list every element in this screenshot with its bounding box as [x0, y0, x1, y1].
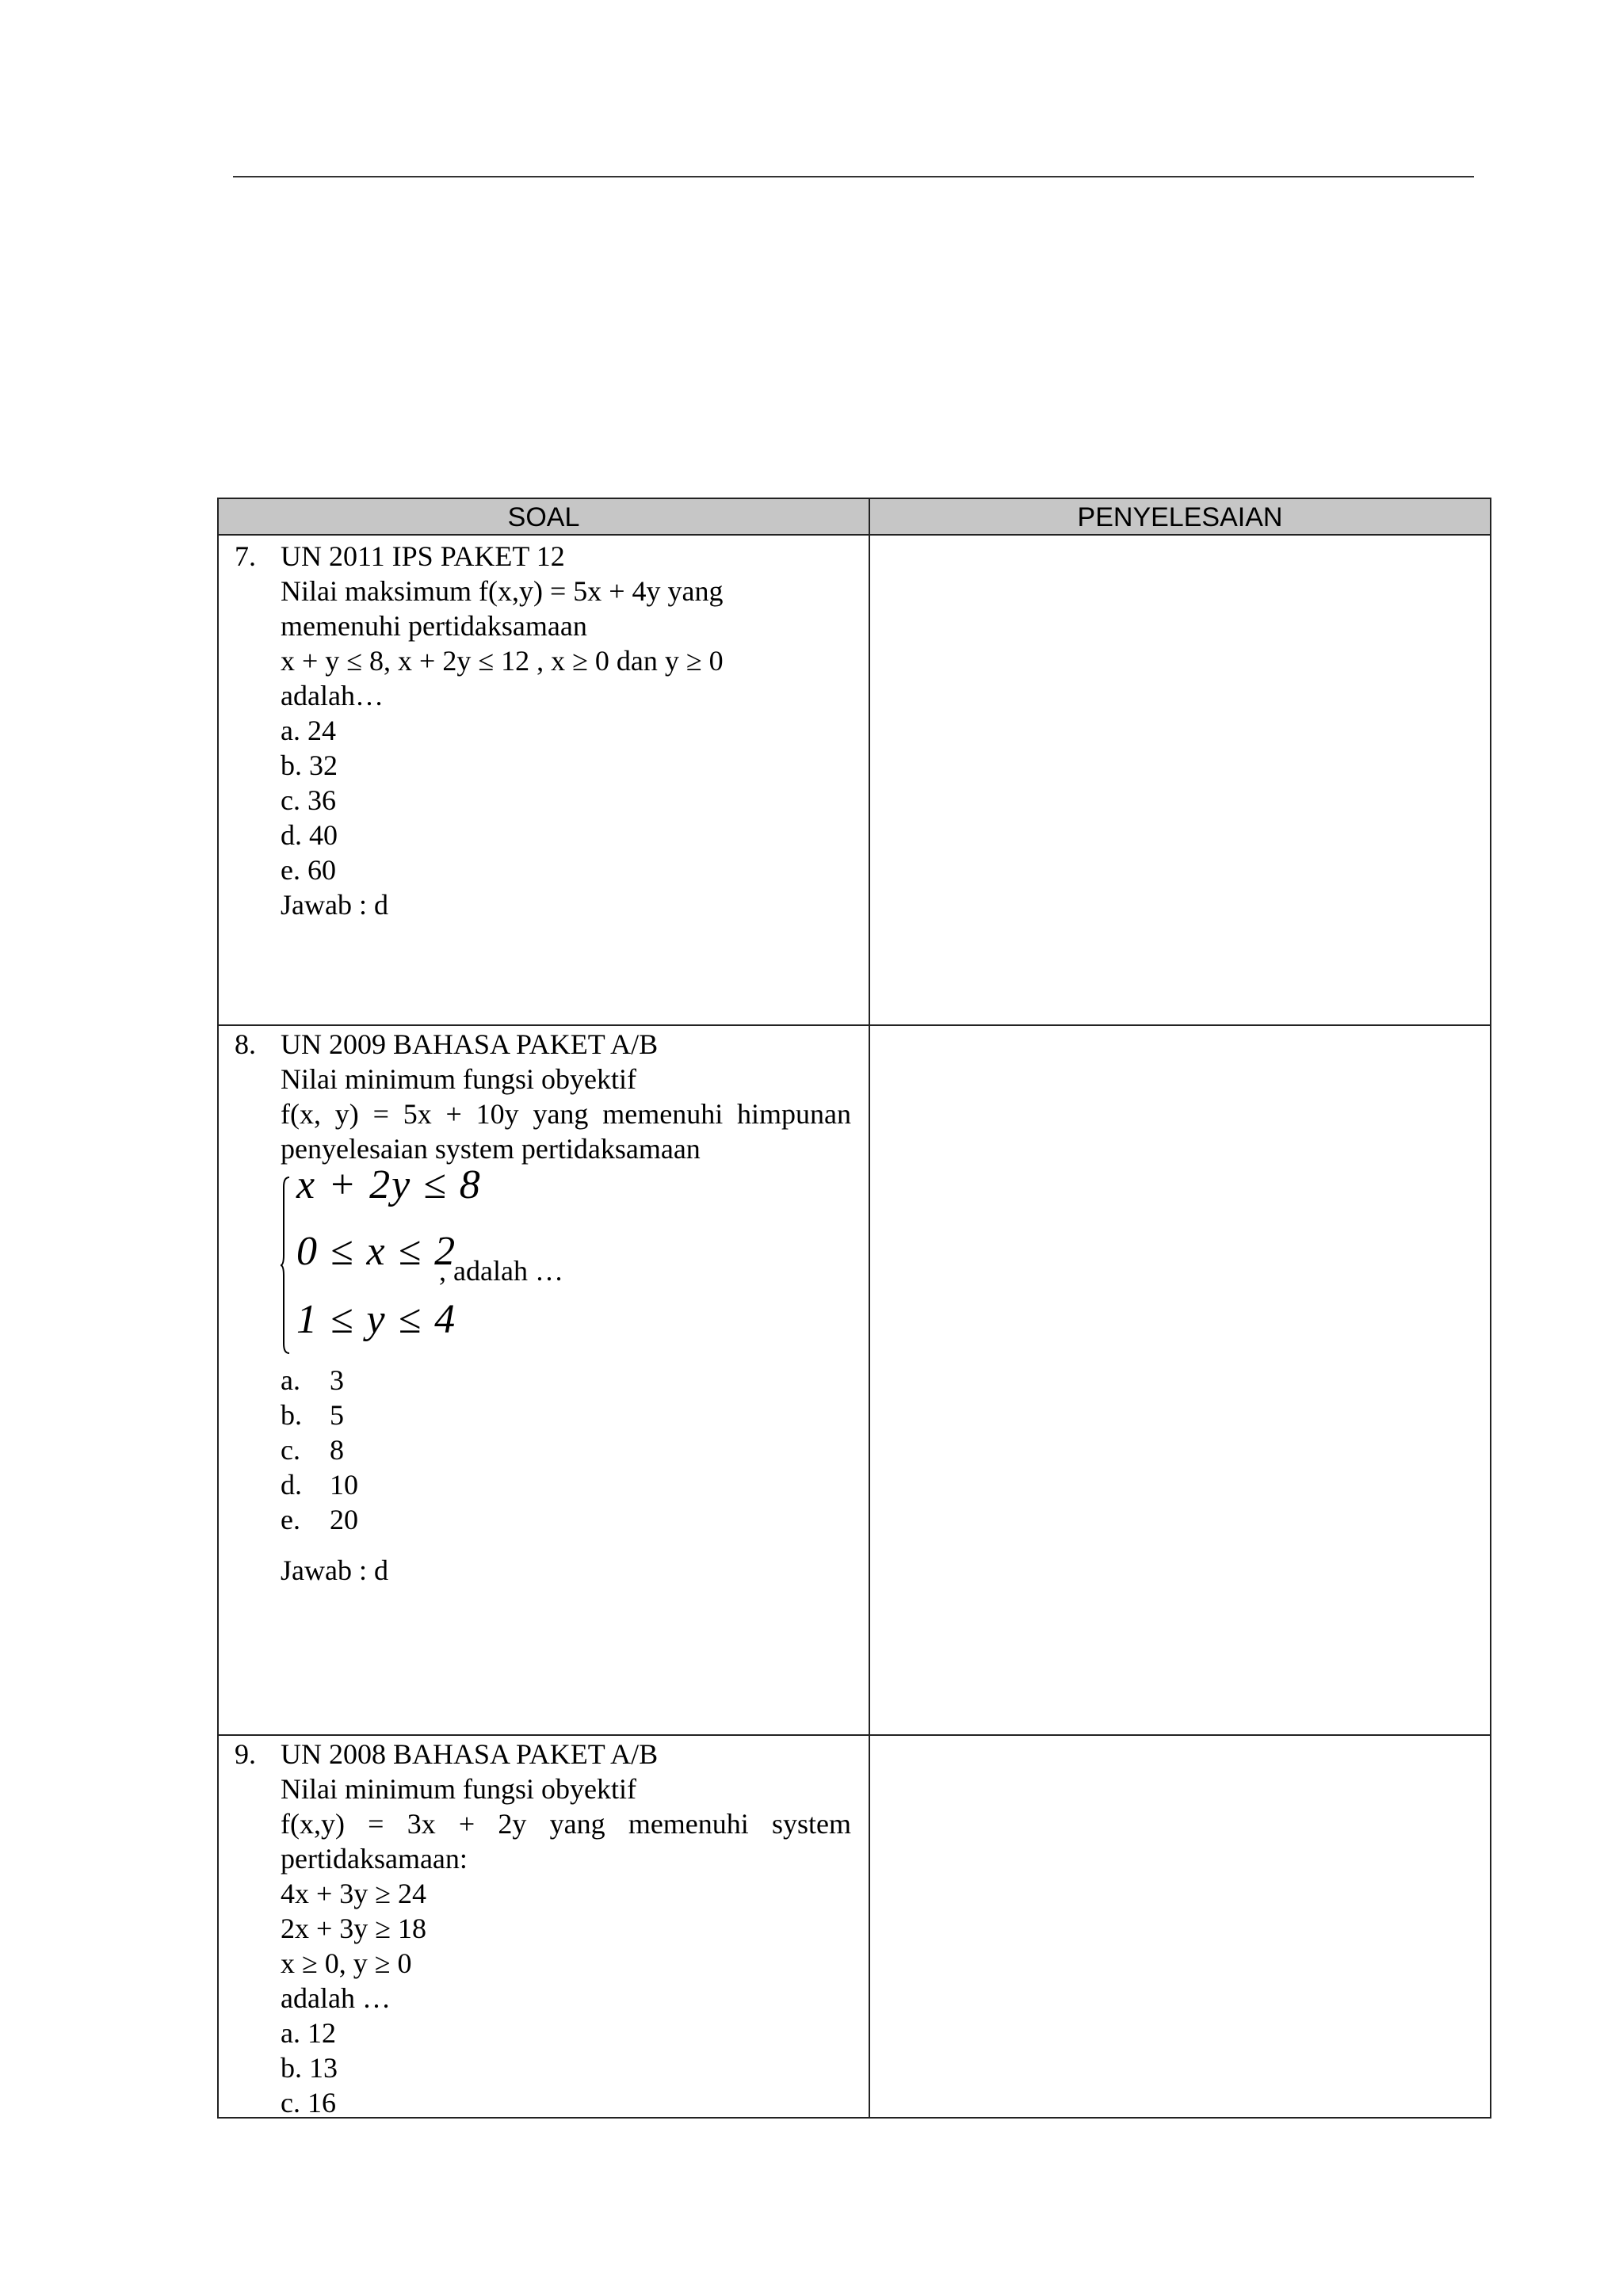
constraint-1: 4x + 3y ≥ 24 — [281, 1878, 427, 1909]
question-text: f(x, y) = 5x + 10y yang memenuhi himpunan — [281, 1098, 851, 1130]
question-title: UN 2008 BAHASA PAKET A/B — [281, 1738, 659, 1770]
header-rule — [233, 176, 1474, 177]
inequality-1: x + 2y ≤ 8 — [296, 1162, 482, 1207]
options-list — [281, 2016, 851, 2120]
question-text: Nilai minimum fungsi obyektif — [281, 1773, 636, 1805]
question-table — [217, 498, 1491, 2119]
column-divider — [869, 499, 870, 2117]
option-b: b. 32 — [281, 749, 338, 781]
question-text: f(x,y) = 3x + 2y yang memenuhi system — [281, 1808, 851, 1840]
question-body — [281, 539, 851, 922]
option-a: a. 24 — [281, 715, 336, 746]
option-e: e. 60 — [281, 854, 336, 886]
system-tail: , adalah … — [439, 1255, 563, 1287]
option-c — [281, 1432, 851, 1467]
question-title: UN 2011 IPS PAKET 12 — [281, 540, 565, 572]
question-body — [281, 1027, 851, 1588]
question-text: penyelesaian system pertidaksamaan — [281, 1133, 701, 1165]
option-letter: c. — [281, 1434, 300, 1466]
option-b: b. 13 — [281, 2052, 338, 2084]
option-d — [281, 1467, 851, 1502]
constraint-2: 2x + 3y ≥ 18 — [281, 1913, 427, 1944]
option-letter: b. — [281, 1399, 302, 1431]
option-value: 10 — [330, 1469, 358, 1501]
option-letter: d. — [281, 1469, 302, 1501]
option-value: 20 — [330, 1504, 358, 1535]
question-text: Nilai minimum fungsi obyektif — [281, 1063, 636, 1095]
option-e — [281, 1502, 851, 1537]
answer-key: Jawab : d — [281, 889, 388, 921]
question-body — [281, 1737, 851, 2120]
option-letter: e. — [281, 1504, 300, 1535]
question-text: Nilai maksimum f(x,y) = 5x + 4y yang — [281, 575, 724, 607]
row-divider — [219, 1024, 1490, 1026]
answer-key: Jawab : d — [281, 1554, 388, 1586]
question-text: memenuhi pertidaksamaan — [281, 610, 587, 642]
question-text: adalah … — [281, 1982, 391, 2014]
option-a — [281, 1363, 851, 1398]
inequality-2: 0 ≤ x ≤ 2 — [296, 1229, 457, 1274]
curly-brace-icon — [281, 1176, 290, 1355]
question-number: 9. — [235, 1738, 256, 1770]
question-number: 8. — [235, 1028, 256, 1060]
question-title: UN 2009 BAHASA PAKET A/B — [281, 1028, 659, 1060]
header-penyelesaian: PENYELESAIAN — [1077, 502, 1283, 532]
question-text: adalah… — [281, 680, 384, 711]
question-number: 7. — [235, 540, 256, 572]
inequality-system — [281, 1162, 851, 1363]
constraint-3: x ≥ 0, y ≥ 0 — [281, 1947, 412, 1979]
table-header — [219, 499, 1490, 536]
question-constraints: x + y ≤ 8, x + 2y ≤ 12 , x ≥ 0 dan y ≥ 0 — [281, 645, 724, 677]
option-c: c. 36 — [281, 784, 336, 816]
options-list — [281, 1363, 851, 1537]
options-list — [281, 713, 851, 887]
option-value: 3 — [330, 1364, 344, 1396]
option-c: c. 16 — [281, 2087, 336, 2119]
row-divider — [219, 1734, 1490, 1736]
option-value: 8 — [330, 1434, 344, 1466]
header-soal: SOAL — [507, 502, 580, 532]
option-d: d. 40 — [281, 819, 338, 851]
option-letter: a. — [281, 1364, 300, 1396]
option-b — [281, 1398, 851, 1432]
option-value: 5 — [330, 1399, 344, 1431]
option-a: a. 12 — [281, 2017, 336, 2049]
question-text: pertidaksamaan: — [281, 1843, 468, 1875]
inequality-3: 1 ≤ y ≤ 4 — [296, 1297, 457, 1342]
